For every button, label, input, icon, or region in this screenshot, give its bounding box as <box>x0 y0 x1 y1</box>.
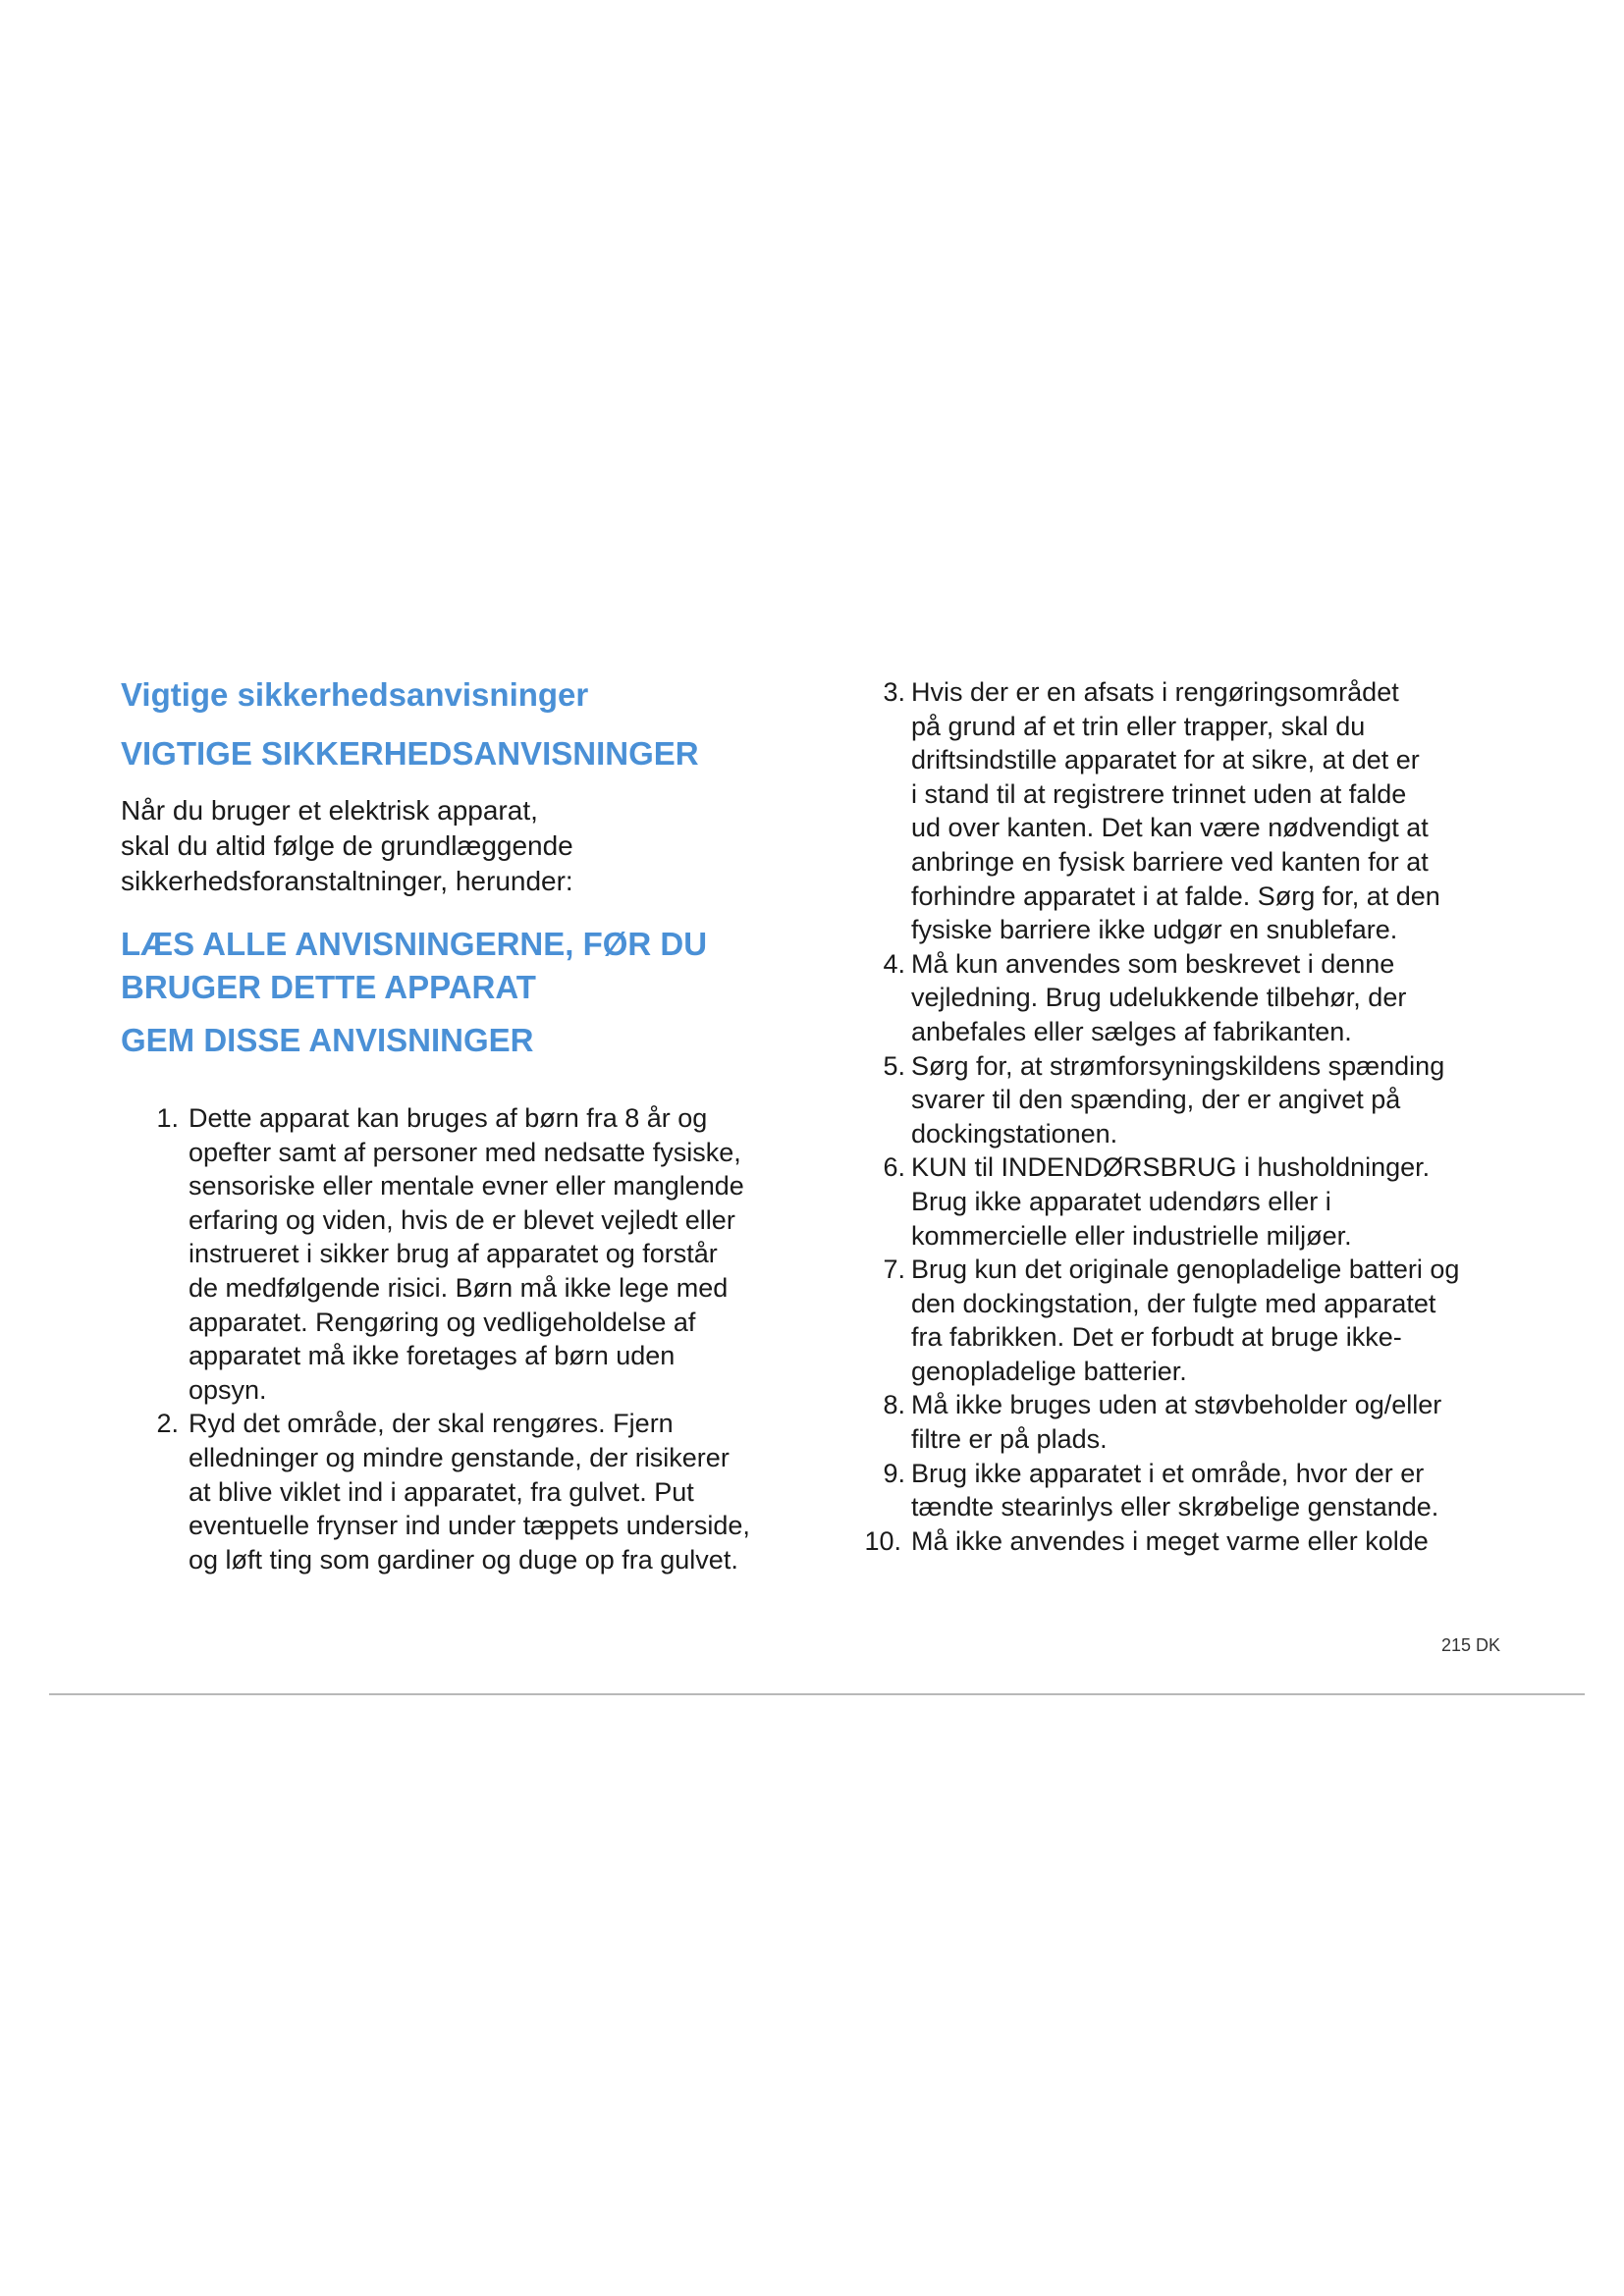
item-line: eventuelle frynser ind under tæppets underside, <box>189 1511 750 1541</box>
read-all-line: LÆS ALLE ANVISNINGERNE, FØR DU <box>121 926 708 962</box>
item-number: 4. <box>883 948 905 979</box>
intro-line: skal du altid følge de grundlæggende <box>121 830 573 861</box>
item-line: apparatet må ikke foretages af børn uden <box>189 1341 676 1371</box>
item-line: Må ikke bruges uden at støvbeholder og/eller <box>911 1390 1442 1420</box>
item-line: instrueret i sikker brug af apparatet og forstår <box>189 1239 718 1269</box>
list-item <box>862 1253 1538 1388</box>
item-line: KUN til INDENDØRSBRUG i husholdninger. <box>911 1152 1431 1183</box>
item-line: fysiske barriere ikke udgør en snublefare. <box>911 915 1398 945</box>
save-instructions-heading: GEM DISSE ANVISNINGER <box>121 1022 534 1058</box>
item-line: Sørg for, at strømforsyningskildens spænding <box>911 1050 1445 1081</box>
right-column <box>850 675 1538 1558</box>
safety-list-right <box>850 675 1538 1558</box>
list-item <box>862 1524 1538 1559</box>
item-line: den dockingstation, der fulgte med apparatet <box>911 1288 1436 1318</box>
item-line: tændte stearinlys eller skrøbelige genstande. <box>911 1492 1439 1522</box>
item-line: anbefales eller sælges af fabrikanten. <box>911 1016 1352 1046</box>
item-number: 5. <box>883 1050 905 1081</box>
section-title: Vigtige sikkerhedsanvisninger <box>121 676 589 713</box>
list-item <box>862 1150 1538 1253</box>
item-line: vejledning. Brug udelukkende tilbehør, der <box>911 983 1407 1013</box>
left-column <box>121 675 808 1576</box>
item-line: at blive viklet ind i apparatet, fra gulvet. Put <box>189 1476 694 1507</box>
safety-list-left <box>121 1101 808 1576</box>
list-item <box>135 1101 808 1407</box>
item-number: 1. <box>156 1103 179 1133</box>
list-item <box>862 1457 1538 1524</box>
item-line: Brug ikke apparatet udendørs eller i <box>911 1186 1331 1216</box>
item-line: Hvis der er en afsats i rengøringsområdet <box>911 677 1399 707</box>
list-item <box>862 947 1538 1049</box>
item-line: apparatet. Rengøring og vedligeholdelse af <box>189 1307 696 1337</box>
item-line: erfaring og viden, hvis de er blevet vejledt eller <box>189 1204 735 1235</box>
footer-divider <box>49 1693 1585 1695</box>
item-number: 6. <box>883 1152 905 1183</box>
intro-line: Når du bruger et elektrisk apparat, <box>121 795 538 826</box>
item-line: forhindre apparatet i at falde. Sørg for, at den <box>911 881 1440 911</box>
item-line: opefter samt af personer med nedsatte fysiske, <box>189 1137 741 1167</box>
item-line: Må kun anvendes som beskrevet i denne <box>911 948 1395 979</box>
item-line: anbringe en fysisk barriere ved kanten for at <box>911 846 1429 877</box>
item-line: Brug ikke apparatet i et område, hvor der er <box>911 1458 1425 1488</box>
item-line: Må ikke anvendes i meget varme eller kolde <box>911 1525 1429 1556</box>
list-item <box>862 675 1538 947</box>
item-number: 2. <box>156 1409 179 1439</box>
item-line: på grund af et trin eller trapper, skal du <box>911 711 1366 741</box>
item-number: 10. <box>864 1525 901 1556</box>
item-line: driftsindstille apparatet for at sikre, at det er <box>911 745 1420 775</box>
item-line: kommercielle eller industrielle miljøer. <box>911 1220 1352 1251</box>
item-line: Brug kun det originale genopladelige batteri og <box>911 1255 1460 1285</box>
item-line: og løft ting som gardiner og duge op fra gulvet. <box>189 1544 738 1575</box>
item-line: ud over kanten. Det kan være nødvendigt at <box>911 813 1429 843</box>
item-line: svarer til den spænding, der er angivet på <box>911 1085 1401 1115</box>
item-line: Dette apparat kan bruges af børn fra 8 år og <box>189 1103 708 1133</box>
list-item <box>862 1388 1538 1456</box>
item-number: 8. <box>883 1390 905 1420</box>
read-all-heading <box>121 923 808 1009</box>
page-number: 215 DK <box>1440 1635 1500 1655</box>
item-line: sensoriske eller mentale evner eller manglende <box>189 1171 744 1201</box>
item-line: elledninger og mindre genstande, der risikerer <box>189 1442 730 1472</box>
item-line: opsyn. <box>189 1374 267 1405</box>
item-number: 7. <box>883 1255 905 1285</box>
item-line: filtre er på plads. <box>911 1424 1108 1455</box>
list-item <box>135 1407 808 1576</box>
item-number: 9. <box>883 1458 905 1488</box>
item-line: i stand til at registrere trinnet uden at falde <box>911 778 1407 809</box>
intro-paragraph <box>121 793 808 899</box>
list-item <box>862 1049 1538 1151</box>
item-line: Ryd det område, der skal rengøres. Fjern <box>189 1409 674 1439</box>
read-all-line: BRUGER DETTE APPARAT <box>121 969 536 1005</box>
item-line: dockingstationen. <box>911 1118 1118 1148</box>
section-heading-caps: VIGTIGE SIKKERHEDSANVISNINGER <box>121 735 699 772</box>
item-line: de medfølgende risici. Børn må ikke lege med <box>189 1272 729 1303</box>
item-number: 3. <box>883 677 905 707</box>
intro-line: sikkerhedsforanstaltninger, herunder: <box>121 866 573 896</box>
item-line: genopladelige batterier. <box>911 1356 1187 1386</box>
item-line: fra fabrikken. Det er forbudt at bruge ikke- <box>911 1322 1402 1353</box>
